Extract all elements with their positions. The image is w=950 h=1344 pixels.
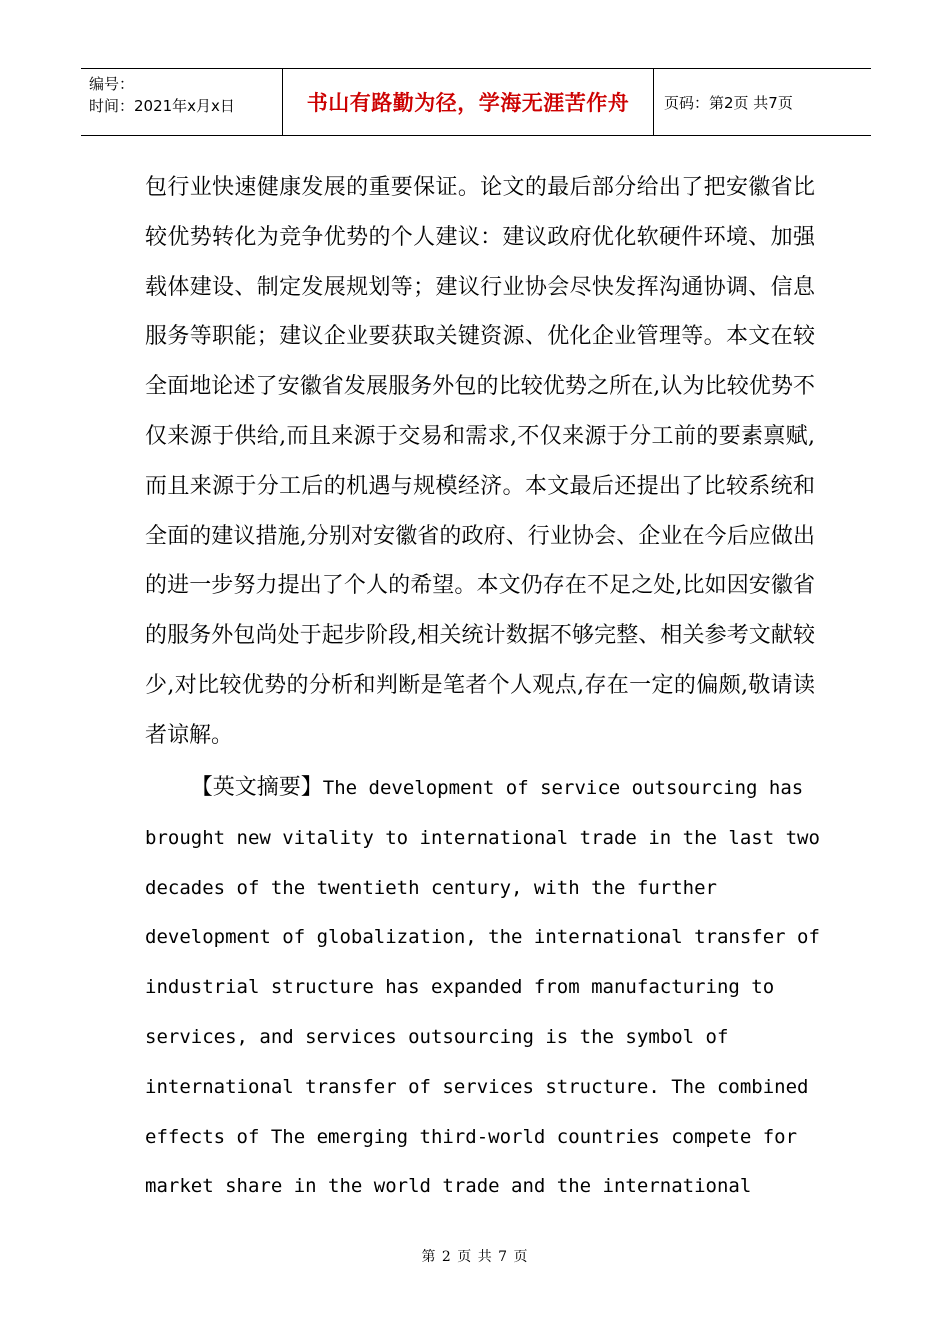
english-abstract-label: 【英文摘要】 — [190, 775, 323, 800]
english-abstract-line: services, and services outsourcing is the symbol of — [145, 1025, 729, 1048]
english-abstract-line: market share in the world trade and the international — [145, 1175, 752, 1198]
chinese-abstract-paragraph: 包行业快速健康发展的重要保证。论文的最后部分给出了把安徽省比较优势转化为竞争优势的个人建议：建议政府优化软硬件环境、加强载体建设、制定发展规划等；建议行业协会尽快发挥沟通协调、信息服务等职能；建议企业要获取关键资源、优化企业管理等。本文在较全面地论述了安徽省发展服务外包的比较优势之所在,认为比较优势不仅来源于供给,而且来源于交易和需求,不仅来源于分工前的要素禀赋,而且来源于分工后的机遇与规模经济。本文最后还提出了比较系统和全面的建议措施,分别对安徽省的政府、行业协会、企业在今后应做出的进一步努力提出了个人的希望。本文仍存在不足之处,比如因安徽省的服务外包尚处于起步阶段,相关统计数据不够完整、相关参考文献较少,对比较优势的分析和判断是笔者个人观点,存在一定的偏颇,敬请读者谅解。 — [145, 175, 815, 748]
english-abstract-line: brought new vitality to international trade in the last two — [145, 826, 820, 849]
english-abstract-line: effects of The emerging third-world countries compete for — [145, 1125, 798, 1148]
english-abstract-line: development of globalization, the international transfer of — [145, 926, 820, 949]
document-time-label: 时间：2021年x月x日 — [89, 97, 235, 115]
english-abstract-line: industrial structure has expanded from manufacturing to — [145, 976, 775, 999]
header-page-info: 页码：第2页 共7页 — [664, 93, 793, 112]
page-header — [81, 68, 871, 136]
document-number-label: 编号： — [89, 75, 135, 93]
english-abstract-line: international transfer of services structure. The combined — [145, 1075, 809, 1098]
english-abstract — [145, 763, 820, 1212]
english-abstract-line: 【英文摘要】The development of service outsourcing has — [190, 775, 804, 800]
header-motto: 书山有路勤为径，学海无涯苦作舟 — [282, 69, 654, 135]
header-meta — [81, 69, 282, 135]
page-footer: 第 2 页 共 7 页 — [421, 1249, 529, 1265]
english-abstract-line: decades of the twentieth century, with the further — [145, 876, 717, 899]
